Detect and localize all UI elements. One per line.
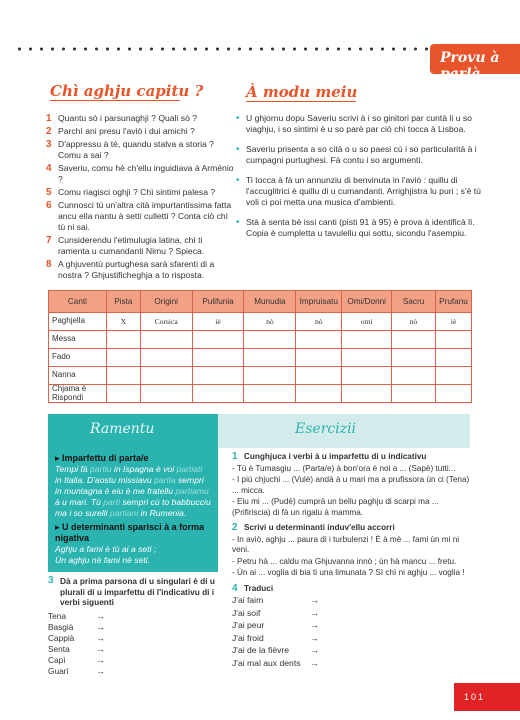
table-cell: iè	[192, 313, 244, 331]
verb-word: Basgià	[48, 621, 74, 632]
table-row	[49, 385, 472, 403]
reminder-title-1-text: Imparfettu di parta/e	[62, 453, 149, 463]
phrase-text: J'ai mal aux dents	[232, 657, 301, 668]
bullet-icon: •	[236, 113, 240, 124]
exercise-3-number: 3	[48, 575, 54, 586]
table-cell	[435, 349, 471, 367]
table-cell	[342, 385, 392, 403]
left-heading: Chì aghju capitu ?	[50, 82, 204, 100]
highlighted-verb: partia	[154, 475, 176, 485]
question-text: D'appressu à tè, quandu stalva a storia ? Comu a sai ?	[58, 139, 214, 160]
question-number: 1	[46, 113, 52, 124]
task-text: Saveriu prisenta a so cità o u so paesi cù i so particularità à i cumpagni purtughesi. Fà contu i so argumenti.	[246, 144, 477, 165]
exercise-3-heading	[48, 576, 224, 608]
question-item	[46, 113, 236, 124]
arrow-icon: →	[310, 632, 319, 643]
task-item	[236, 217, 482, 239]
task-text: Ti tocca à fà un annunziu di benvinuta in l'aviò : quillu di l'accuglitrici è quillu di u cumandanti. Arrighjistra lu puri ; s'è tù voli ci poi metta una musica d'ambienti.	[246, 175, 481, 207]
table-cell	[342, 349, 392, 367]
reminder-example-1	[55, 464, 211, 519]
translation-row	[232, 595, 477, 608]
verb-word: Guarì	[48, 665, 69, 676]
page-number: 101	[454, 683, 520, 711]
row-label: Nanna	[49, 367, 107, 385]
exercise-2	[232, 523, 477, 579]
left-heading-underline	[50, 100, 180, 101]
exercise-4-title: Traduci	[244, 583, 274, 593]
question-item	[46, 126, 236, 137]
verb-row	[48, 622, 224, 633]
arrow-icon: →	[310, 595, 319, 605]
exercise-line: - Tù è Tumasgiu ... (Parta/e) à bon'ora è noi a ... (Sapè) tutti...	[232, 463, 456, 473]
arrow-icon: →	[310, 620, 319, 630]
verb-row	[48, 633, 224, 644]
bullet-icon: •	[236, 175, 240, 186]
arrow-icon: →	[310, 645, 319, 655]
table-cell	[244, 385, 296, 403]
table-cell	[192, 367, 244, 385]
question-number: 8	[46, 259, 52, 270]
table-cell	[342, 367, 392, 385]
arrow-icon: →	[96, 643, 105, 654]
table-cell	[392, 349, 436, 367]
table-header-cell: Prufanu	[435, 291, 471, 313]
exercise-line: - Ùn ai ... voglia di bia ti una limunata ? Sì chì ni aghju ... voglia !	[232, 568, 465, 577]
arrow-icon: →	[310, 607, 319, 618]
task-list	[236, 113, 482, 248]
table-row	[49, 331, 472, 349]
table-header-cell: Pista	[106, 291, 140, 313]
bullet-icon: •	[236, 144, 240, 155]
exercise-1-lines	[232, 464, 477, 519]
arrow-icon: →	[96, 665, 105, 676]
example-text: in Italia. D'aostu missiavu	[55, 475, 155, 485]
songs-table	[48, 290, 472, 403]
table-cell	[435, 385, 471, 403]
row-label: Chjama è Rispondi	[49, 385, 107, 403]
task-item	[236, 144, 482, 166]
table-cell	[192, 349, 244, 367]
example-text: Tempi fà	[55, 464, 91, 474]
question-item	[46, 259, 236, 281]
table-header-row	[49, 291, 472, 313]
verb-row	[48, 666, 224, 677]
question-list	[46, 113, 236, 283]
question-text: Parchì ani presu l'aviò i dui amichi ?	[58, 126, 195, 136]
question-text: Comu riagisci oghji ? Chì sintimi palesa ?	[58, 187, 216, 197]
table-cell	[392, 331, 436, 349]
table-cell	[392, 385, 436, 403]
reminder-title-1: ▸ Imparfettu di parta/e	[55, 453, 149, 463]
translation-row	[232, 658, 477, 671]
exercise-1-heading	[232, 452, 477, 463]
exercise-2-title: Scrivi u determinanti induv'ellu accorri	[244, 523, 395, 532]
question-item	[46, 187, 236, 198]
highlighted-verb: partiu	[90, 464, 112, 474]
translation-row	[232, 620, 477, 633]
exercises-column	[232, 452, 477, 675]
table-cell	[140, 385, 192, 403]
highlighted-verb: partiamu	[175, 486, 209, 496]
table-cell: iè	[435, 313, 471, 331]
table-cell	[342, 331, 392, 349]
phrase-text: J'ai faim	[232, 595, 264, 605]
question-item	[46, 163, 236, 185]
table-cell	[106, 385, 140, 403]
question-text: Saveriu, comu hè ch'ellu inguidiava à Arménio ?	[58, 163, 234, 184]
verb-row	[48, 655, 224, 666]
table-cell	[435, 367, 471, 385]
highlighted-verb: partiati	[176, 464, 203, 474]
verb-row	[48, 611, 224, 622]
exercise-3-title: Dà a prima parsona di u singulari è di u plurali di u imparfettu di l'indicativu di i verbi siguenti	[60, 576, 215, 607]
example-text: à u mari. Tù	[55, 497, 104, 507]
exercise-line: - I più chjuchi ... (Vulè) andà à u mari ma a prufissora ùn ci (Tena) ... micca.	[232, 475, 470, 495]
question-item	[46, 235, 236, 257]
table-cell: nò	[244, 313, 296, 331]
arrow-icon: →	[310, 657, 319, 668]
table-row	[49, 313, 472, 331]
verb-word: Capì	[48, 654, 66, 665]
task-item	[236, 113, 482, 135]
exercise-2-lines	[232, 535, 477, 579]
phrase-text: J'ai froid	[232, 632, 264, 643]
verb-word: Tena	[48, 610, 66, 621]
example-text: in Rumenia.	[138, 508, 187, 518]
translation-list	[232, 595, 477, 670]
exercise-line: - Petru hà ... caldu ma Ghjuvanna innò ; ùn hà mancu ... fretu.	[232, 556, 457, 566]
table-cell	[244, 349, 296, 367]
table-cell: X	[106, 313, 140, 331]
table-cell	[392, 367, 436, 385]
translation-row	[232, 633, 477, 646]
table-header-cell: Omi/Donni	[342, 291, 392, 313]
table-cell	[106, 331, 140, 349]
table-cell	[106, 349, 140, 367]
question-text: Quantu sò i parsunaghji ? Quali sò ?	[58, 113, 198, 123]
bullet-icon: •	[236, 217, 240, 228]
exercise-line: - In aviò, aghju ... paura di i turbulenzi ! È à mè ... fami ùn mi ni veni.	[232, 534, 460, 554]
table-cell: omi	[342, 313, 392, 331]
highlighted-verb: partiani	[109, 508, 139, 518]
translation-row	[232, 608, 477, 621]
exercise-2-heading	[232, 523, 477, 534]
table-cell	[296, 367, 342, 385]
section-tab: Provu à parlà	[430, 44, 520, 74]
table-cell	[106, 367, 140, 385]
exercise-4	[232, 584, 477, 671]
table-row	[49, 349, 472, 367]
table-header-cell: Sacru	[392, 291, 436, 313]
arrow-icon: →	[96, 632, 105, 643]
reminder-example-2a: Aghju a fami è tù ai a seti ;	[55, 544, 157, 554]
exercise-4-number: 4	[232, 582, 238, 594]
dotted-rule	[14, 46, 434, 52]
table-cell: nò	[296, 313, 342, 331]
table-header-cell: Impruisatu	[296, 291, 342, 313]
table-cell	[192, 385, 244, 403]
table-cell	[192, 331, 244, 349]
table-cell	[244, 331, 296, 349]
translation-row	[232, 645, 477, 658]
table-cell: nò	[392, 313, 436, 331]
question-text: A ghjuventù purtughesa sarà sfarenti di a nostra ? Ghjustificheghja a to risposta.	[58, 259, 215, 280]
arrow-icon: →	[96, 610, 105, 621]
exercise-2-number: 2	[232, 522, 238, 533]
arrow-icon: →	[96, 654, 105, 665]
question-item	[46, 139, 236, 161]
ramentu-heading: Ramentu	[90, 421, 155, 437]
question-number: 6	[46, 200, 52, 211]
question-text: Cunsiderendu l'etimulugia latina, chì ti ramenta u cumandanti Nimu ? Spieca.	[58, 235, 205, 256]
phrase-text: J'ai peur	[232, 620, 265, 630]
arrow-icon: →	[96, 621, 105, 632]
table-row	[49, 367, 472, 385]
row-label: Fado	[49, 349, 107, 367]
table-cell	[140, 349, 192, 367]
task-text: Stà à senta bè issi canti (pisti 91 à 95) è prova à identificà lì. Copia è cumpletta u tavulellu qui sottu, sicondu l'asempiu.	[246, 217, 475, 238]
table-cell	[296, 349, 342, 367]
question-number: 5	[46, 187, 52, 198]
right-heading: À modu meiu	[246, 83, 358, 101]
verb-word: Cappià	[48, 632, 75, 643]
table-header-cell: Origini	[140, 291, 192, 313]
question-number: 4	[46, 163, 52, 174]
question-text: Cunnosci tù un'altra cità impurtantissima fatta ancu ella nantu à setti culletti ? Conta ciò chì tù ni sai.	[58, 200, 232, 232]
question-number: 7	[46, 235, 52, 246]
exercise-1	[232, 452, 477, 518]
task-item	[236, 175, 482, 208]
exercise-3	[48, 576, 224, 677]
reminder-example-2b: Ùn aghju nè fami nè seti.	[55, 555, 151, 565]
table-header-cell: Munudia	[244, 291, 296, 313]
exercise-1-title: Cunghjuca i verbi à u imparfettu di u indicativu	[244, 452, 427, 461]
esercizii-heading: Esercizii	[295, 421, 357, 437]
table-cell	[140, 367, 192, 385]
exercise-line: - Eiu mi ... (Pudè) cumprà un bellu paghju di scarpi ma ... (Prifiriscia) di fà un rigalu à mamma.	[232, 497, 439, 517]
task-text: U ghjornu dopu Saveriu scrivi à i so ginitori par cuntà li u so viaghju, i so sintimi è u so parè par ciò chì tocca à Lisboa.	[246, 113, 472, 134]
question-number: 3	[46, 139, 52, 150]
question-item	[46, 200, 236, 233]
verb-word: Senta	[48, 643, 70, 654]
table-cell	[296, 331, 342, 349]
table-cell	[435, 331, 471, 349]
exercise-1-number: 1	[232, 451, 238, 462]
table-header-cell: Canti	[49, 291, 107, 313]
table-cell	[244, 367, 296, 385]
phrase-text: J'ai soif	[232, 607, 261, 618]
example-text: sempri cù to babbucciu ma i so surelli	[55, 497, 211, 518]
grammar-reminder-box	[48, 448, 218, 572]
question-number: 2	[46, 126, 52, 137]
row-label: Messa	[49, 331, 107, 349]
reminder-title-2-text: U determinanti sparisci à a forma nigativa	[55, 522, 205, 543]
highlighted-verb: parti	[103, 497, 120, 507]
table-cell	[296, 385, 342, 403]
table-header-cell: Pulifunia	[192, 291, 244, 313]
table-cell: Corsica	[140, 313, 192, 331]
example-text: in Ispagna è voi	[111, 464, 177, 474]
phrase-text: J'ai de la fièvre	[232, 645, 290, 655]
row-label: Paghjella	[49, 313, 107, 331]
exercise-4-heading	[232, 584, 477, 595]
verb-list	[48, 611, 224, 677]
reminder-title-2: ▸ U determinanti sparisci à a forma nigativa	[55, 522, 205, 543]
verb-row	[48, 644, 224, 655]
table-cell	[140, 331, 192, 349]
right-heading-underline	[246, 101, 356, 102]
example-text: sempri in muntagna è eiu è me fratellu	[55, 475, 204, 496]
